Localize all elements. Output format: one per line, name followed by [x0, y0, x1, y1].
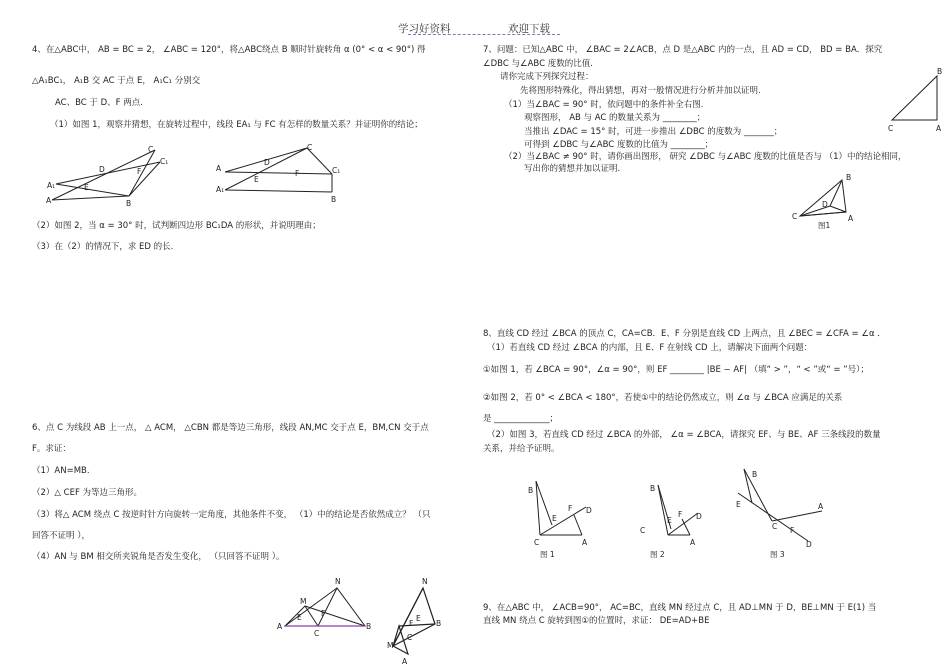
svg-text:A: A [277, 622, 283, 631]
p4-question1: （1）如图 1，观察并猜想，在旋转过程中，线段 EA₁ 与 FC 有怎样的数量关系？并证明你的结论； [50, 120, 423, 130]
p4-question3: （3）在（2）的情况下，求 ED 的长. [32, 242, 174, 252]
p4-line3: AC、BC 于 D、F 两点. [55, 98, 143, 108]
svg-text:F: F [409, 619, 414, 628]
p8-line5: 是 _____________； [483, 414, 558, 424]
svg-text:A: A [216, 164, 222, 173]
p6-figure-right [393, 588, 435, 654]
header-divider [408, 34, 560, 35]
svg-text:C: C [772, 522, 778, 531]
p6-question2: （2）△ CEF 为等边三角形。 [32, 488, 143, 498]
p8-line2: （1）若直线 CD 经过 ∠BCA 的内部，且 E、F 在射线 CD 上，请解决下面两个问题： [487, 343, 813, 353]
svg-text:C₁: C₁ [332, 166, 341, 175]
p7-figure1-caption: 图1 [818, 221, 831, 230]
p7-line1: 7、问题：已知△ABC 中， ∠BAC = 2∠ACB，点 D 是△ABC 内的一点，且 AD = CD， BD = BA．探究 [483, 45, 883, 55]
p8-figure3-caption: 图 3 [770, 550, 785, 559]
svg-text:D: D [806, 540, 812, 549]
p8-figures [520, 463, 840, 563]
svg-text:C₁: C₁ [160, 157, 169, 166]
p9-line2: 直线 MN 绕点 C 旋转到图①的位置时，求证： DE=AD+BE [483, 616, 710, 626]
svg-text:C: C [640, 526, 646, 535]
p4-figure2 [225, 148, 332, 192]
svg-text:A: A [848, 214, 854, 223]
svg-text:M: M [387, 641, 394, 650]
p8-figure1-caption: 图 1 [540, 550, 555, 559]
svg-text:E: E [552, 514, 557, 523]
p8-line1: 8、直线 CD 经过 ∠BCA 的顶点 C，CA=CB．E、F 分别是直线 CD 上两点，且 ∠BEC = ∠CFA = ∠α ． [483, 329, 886, 339]
svg-text:M: M [300, 597, 307, 606]
svg-text:E: E [736, 500, 741, 509]
svg-text:B: B [436, 619, 442, 628]
p8-figure2-caption: 图 2 [650, 550, 665, 559]
svg-text:B: B [366, 622, 372, 631]
svg-text:D: D [586, 506, 592, 515]
svg-text:A₁: A₁ [47, 181, 56, 190]
svg-text:E: E [297, 613, 302, 622]
p7-question1b: 当推出 ∠DAC = 15° 时，可进一步推出 ∠DBC 的度数为 _______； [524, 127, 783, 137]
p7-figure1 [790, 170, 860, 232]
svg-text:B: B [331, 195, 337, 204]
svg-text:C: C [307, 143, 313, 152]
p9-line1: 9、在△ABC 中， ∠ACB=90°， AC=BC，直线 MN 经过点 C，且 AD⊥MN 于 D，BE⊥MN 于 E(1) 当 [483, 603, 877, 613]
svg-text:C: C [314, 629, 320, 638]
svg-text:F: F [678, 510, 683, 519]
p4-line1: 4、在△ABC中， AB = BC = 2， ∠ABC = 120°，将△ABC绕点 B 顺时针旋转角 α (0° < α < 90°) 得 [32, 45, 426, 55]
svg-text:F: F [137, 167, 142, 176]
svg-text:F: F [321, 609, 326, 618]
svg-text:C: C [148, 145, 154, 154]
p6-figures [275, 576, 450, 668]
p8-figure1 [536, 481, 586, 535]
svg-text:A: A [690, 538, 696, 547]
p7-line4: 先将图形特殊化，得出猜想，再对一般情况进行分析并加以证明. [520, 86, 761, 96]
svg-text:C: C [407, 633, 413, 642]
p7-question2b: 写出你的猜想并加以证明. [524, 164, 621, 174]
svg-text:B: B [126, 199, 132, 208]
p6-question3-cont: 回答不证明 ）， [32, 531, 90, 541]
p8-line3: ①如图 1，若 ∠BCA = 90°，∠α = 90°，则 EF ________ |BE − AF| （填“ > ”，“ < ”或“ = ”号）； [483, 365, 869, 375]
svg-text:D: D [822, 200, 828, 209]
p8-figure3 [738, 469, 822, 541]
p8-line6: （2）如图 3，若直线 CD 经过 ∠BCA 的外部， ∠α = ∠BCA，请探究 EF、与 BE、AF 三条线段的数量 [487, 430, 881, 440]
p4-question2: （2）如图 2，当 α = 30° 时，试判断四边形 BC₁DA 的形状，并说明理由； [32, 221, 321, 231]
svg-text:B: B [528, 486, 534, 495]
p6-question1: （1）AN=MB. [32, 466, 90, 476]
svg-text:C: C [888, 124, 894, 133]
svg-text:D: D [696, 512, 702, 521]
svg-text:A: A [582, 538, 588, 547]
svg-text:F: F [790, 526, 795, 535]
p7-line3: 请你完成下列探究过程： [500, 72, 594, 82]
svg-text:A: A [818, 502, 824, 511]
p4-figure1 [52, 150, 160, 200]
svg-text:N: N [422, 577, 428, 586]
svg-text:B: B [752, 470, 758, 479]
svg-text:E: E [416, 614, 421, 623]
svg-text:D: D [99, 165, 105, 174]
p6-question3: （3）将△ ACM 绕点 C 按逆时针方向旋转一定角度，其他条件不变， （1）中的结论是否依然成立？ （只 [32, 510, 431, 520]
p4-figures [42, 140, 372, 210]
p7-question2: （2）当∠BAC ≠ 90° 时，请你画出图形， 研究 ∠DBC 与∠ABC 度数的比值是否与 （1）中的结论相同， [504, 152, 907, 162]
p7-question1: （1）当∠BAC = 90° 时，依问题中的条件补全右图. [504, 100, 704, 110]
p6-line1: 6、点 C 为线段 AB 上一点， △ ACM， △CBN 都是等边三角形，线段 AN,MC 交于点 E，BM,CN 交于点 [32, 423, 429, 433]
svg-text:N: N [335, 577, 341, 586]
header-right: 欢迎下载 [508, 23, 550, 35]
svg-text:A: A [402, 657, 408, 666]
header-left: 学习好资料 [398, 23, 451, 35]
p8-line7: 关系，并给予证明。 [483, 444, 560, 454]
svg-text:B: B [650, 484, 656, 493]
p7-question1c: 可得到 ∠DBC 与∠ABC 度数的比值为 ________； [524, 140, 714, 150]
p4-line2: △A₁BC₁， A₁B 交 AC 于点 E， A₁C₁ 分别交 [32, 76, 201, 86]
p7-question1a: 观察图形， AB 与 AC 的数量关系为 ________； [524, 113, 706, 123]
p7-line2: ∠DBC 与∠ABC 度数的比值. [483, 59, 593, 69]
svg-text:A: A [46, 196, 52, 205]
p7-right-triangle [880, 64, 950, 136]
svg-text:A₁: A₁ [216, 185, 225, 194]
svg-text:C: C [792, 212, 798, 221]
svg-text:F: F [295, 169, 300, 178]
svg-text:F: F [568, 504, 573, 513]
svg-text:E: E [667, 516, 672, 525]
svg-text:E: E [84, 183, 89, 192]
svg-text:B: B [937, 67, 943, 76]
svg-text:B: B [846, 173, 852, 182]
svg-text:A: A [936, 124, 942, 133]
svg-text:D: D [264, 158, 270, 167]
svg-text:E: E [254, 175, 259, 184]
svg-text:C: C [534, 538, 540, 547]
p6-question4: （4）AN 与 BM 相交所夹锐角是否发生变化， （只回答不证明 ）。 [32, 552, 285, 562]
p6-line2: F。求证： [32, 444, 71, 454]
p8-line4: ②如图 2，若 0° < ∠BCA < 180°，若使①中的结论仍然成立，则 ∠α 与 ∠BCA 应满足的关系 [483, 393, 843, 403]
